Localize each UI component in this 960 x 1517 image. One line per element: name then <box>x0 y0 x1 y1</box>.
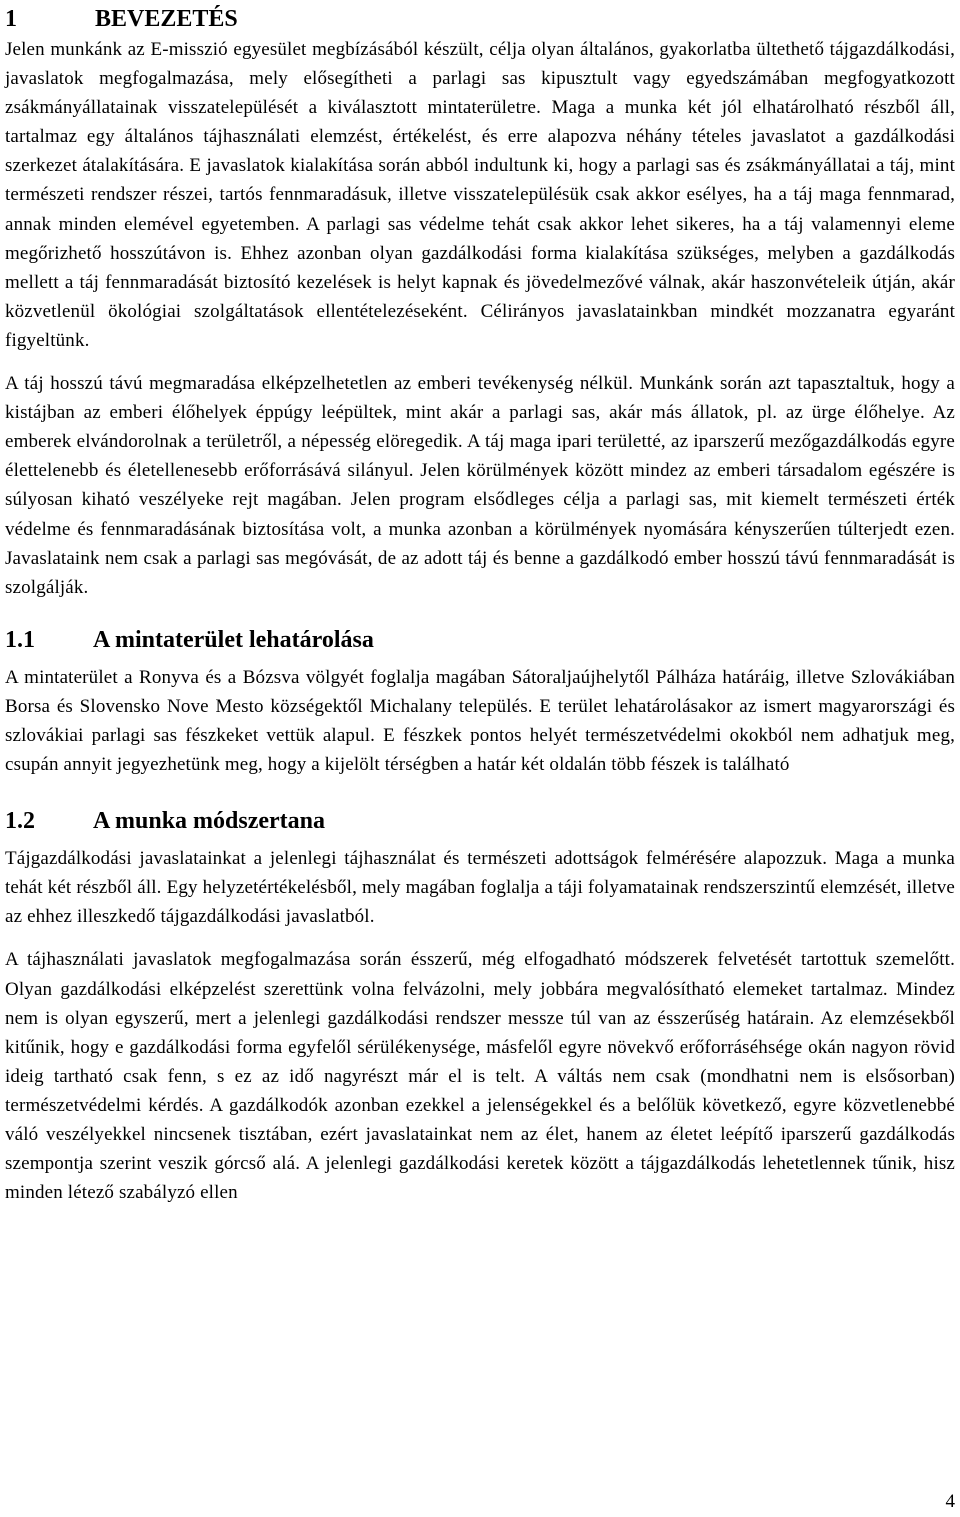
section-title: A munka módszertana <box>93 808 326 835</box>
section-1-2-paragraph-1: Tájgazdálkodási javaslatainkat a jelenlegi tájhasználat és természeti adottságok felmérésére alapozzuk. Maga a munka tehát két részből áll. Egy helyzetértékelésből, mely magában foglalja a táji folyamatainak rendszerszintű elemzését, illetve az ehhez illeszkedő tájgazdálkodási javaslatból. <box>5 848 955 928</box>
section-number: 1.2 <box>5 808 35 835</box>
section-heading-1-2 <box>5 805 955 837</box>
section-1-1-paragraph: A mintaterület a Ronyva és a Bózsva völgyét foglalja magában Sátoraljaújhelytől Pálháza határáig, illetve Szlovákiában Borsa és Slovensko Nove Mesto községektől Michalany település. E terület lehatárolásakor az ismert magyarországi és szlovákiai parlagi sas fészkeket vettük alapul. E fészkek pontos helyét természetvédelmi okokból nem adhatjuk meg, csupán annyit jegyezhetünk meg, hogy a kijelölt térségben a határ két oldalán több fészek is található <box>5 666 955 776</box>
chapter-heading <box>5 0 955 35</box>
chapter-title: BEVEZETÉS <box>95 6 238 32</box>
intro-paragraph-1: Jelen munkánk az E-misszió egyesület megbízásából készült, célja olyan általános, gyakorlatba ültethető tájgazdálkodási, javaslatok megfogalmazása, mely elősegítheti a parlagi sas kipusztult vagy egyedszámában megfogyatkozott zsákmányállatainak visszatelepülését a kiválasztott mintaterületre. Maga a munka két jól elhatárolható részből áll, tartalmaz egy általános tájhasználati elemzést, értékelést, és erre alapozva néhány tételes javaslatot a gazdálkodási szerkezet átalakítására. E javaslatok kialakítása során abból indultunk ki, hogy a parlagi sas és zsákmányállatai a táj, mint természeti rendszer részei, tartós fennmaradásuk, illetve visszatelepülésük csak akkor esélyes, ha a táj maga fennmarad, annak minden elemével egyetemben. A parlagi sas védelme tehát csak akkor lehet sikeres, ha a táj valamennyi eleme megőrizhető hosszútávon is. Ehhez azonban olyan gazdálkodási forma kialakítása szükséges, melyben a gazdálkodás mellett a táj fennmaradását biztosító kezelések is helyt kapnak és jövedelmezővé válnak, akár haszonvételeik útján, akár közvetlenül ökológiai szolgáltatások ellentételezéseként. Célirányos javaslatainkban mindkét mozzanatra egyaránt figyeltünk. <box>5 39 955 351</box>
section-number: 1.1 <box>5 626 35 653</box>
section-heading-1-1 <box>5 624 955 656</box>
chapter-number: 1 <box>5 6 17 32</box>
section-title: A mintaterület lehatárolása <box>93 626 374 653</box>
intro-paragraph-2: A táj hosszú távú megmaradása elképzelhetetlen az emberi tevékenység nélkül. Munkánk során azt tapasztaltuk, hogy a kistájban az emberi élőhelyek éppúgy leépültek, mint akár a parlagi sas, akár más állatok, pl. az ürge élőhelye. Az emberek elvándorolnak a területről, a népesség elöregedik. A táj maga ipari területté, az iparszerű mezőgazdálkodás egyre élettelenebb és életellenesebb erőforrásává silányul. Jelen körülmények között mindez az emberi társadalom egészére is súlyosan kiható veszélyeke rejt magában. Jelen program elsődleges célja a parlagi sas, mit kiemelt természeti érték védelme és fennmaradásának biztosítása volt, a munka azonban a körülmények nyomására kényszerűen túlterjedt ezen. Javaslataink nem csak a parlagi sas megóvását, de az adott táj és benne a gazdálkodó ember hosszú távú fennmaradását is szolgálják. <box>5 373 955 598</box>
page-number: 4 <box>945 1491 955 1512</box>
section-1-2-paragraph-2: A tájhasználati javaslatok megfogalmazása során ésszerű, még elfogadható módszerek felvetését tartottuk szemelőtt. Olyan gazdálkodási elképzelést szerettünk volna felvázolni, mely jobbára megvalósítható elemeket tartalmaz. Mindez nem is olyan egyszerű, mert a jelenlegi gazdálkodási rendszer messze túl van az ésszerűség határain. Az elemzésekből kitűnik, hogy e gazdálkodási forma egyfelől sérülékenysége, másfelől egyre növekvő erőforráséhsége okán nagyon rövid ideig tartható csak fenn, s ez az idő nagyrészt már el is telt. A váltás nem csak (mondhatni nem is elsősorban) természetvédelmi kérdés. A gazdálkodók azonban ezekkel a jelenségekkel és a belőlük következő, egyre közvetlenebbé váló veszélyekkel nincsenek tisztában, ezért javaslatainkat nem az élet, hanem az életet leépítő iparszerű gazdálkodás szempontja szerint veszik górcső alá. A jelenlegi gazdálkodási keretek között a tájgazdálkodás lehetetlennek tűnik, hisz minden létező szabályzó ellen <box>5 949 955 1204</box>
document-page <box>5 0 955 1207</box>
